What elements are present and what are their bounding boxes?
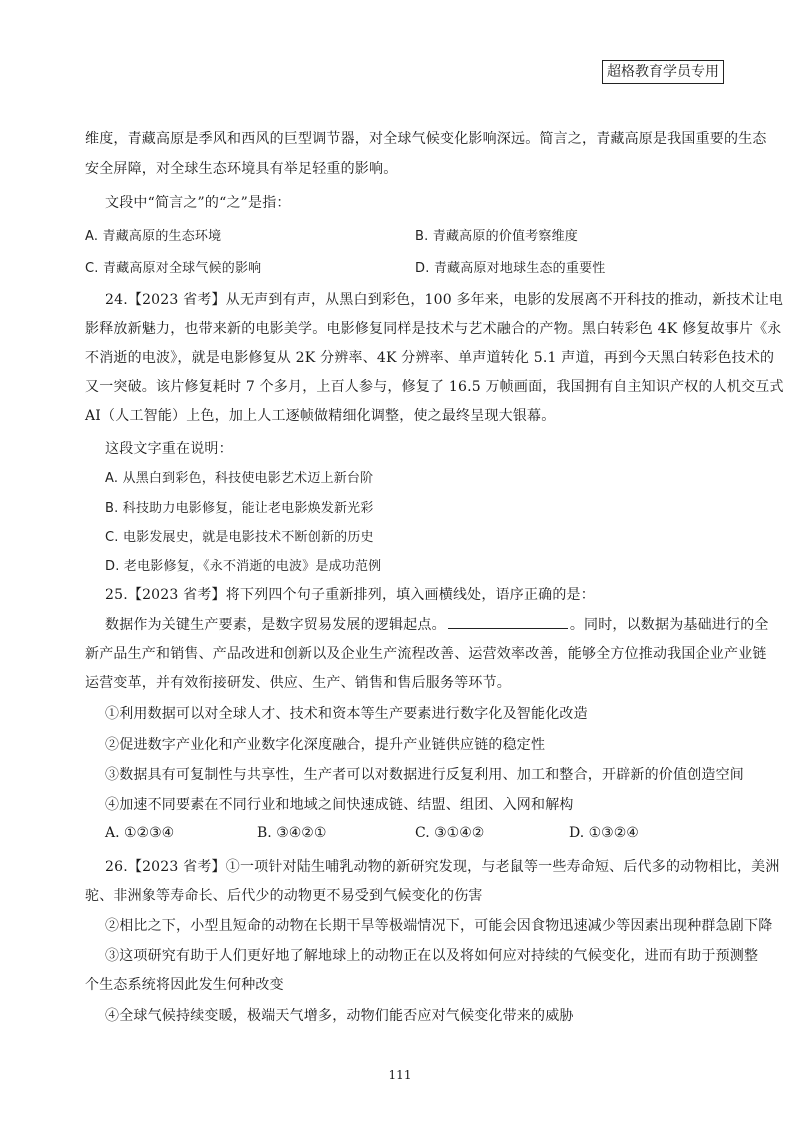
q25-line-3: 运营变革，并有效衔接研发、供应、生产、销售和售后服务等环节。 [85, 675, 511, 691]
q25-line-1-before: 数据作为关键生产要素，是数字贸易发展的逻辑起点。 [105, 617, 446, 633]
q24-prompt: 这段文字重在说明： [105, 441, 233, 457]
q23-option-b: B. 青藏高原的价值考察维度 [415, 229, 578, 244]
q25-line-1-after: 。同时，以数据为基础进行的全 [569, 617, 769, 633]
q26-line-2: 驼、非洲象等寿命长、后代少的动物更不易受到气候变化的伤害 [85, 888, 483, 904]
q23-option-c: C. 青藏高原对全球气候的影响 [85, 261, 262, 276]
q26-line-4: ③这项研究有助于人们更好地了解地球上的动物正在以及将如何应对持续的气候变化，进而有助于预测整 [105, 948, 759, 964]
q25-line-2: 新产品生产和销售、产品改进和创新以及企业生产流程改善、运营效率改善，能够全方位推动我国企业产业链 [85, 646, 767, 662]
q25-line-1 [105, 614, 769, 634]
q23-prompt: 文段中“简言之”的“之”是指： [105, 195, 291, 211]
fill-blank [448, 616, 568, 629]
q23-option-a: A. 青藏高原的生态环境 [85, 229, 222, 244]
q24-option-a: A. 从黑白到彩色，科技使电影艺术迈上新台阶 [105, 471, 374, 486]
q24-option-d: D. 老电影修复，《永不消逝的电波》是成功范例 [105, 559, 382, 574]
q24-line-4: 又一突破。该片修复耗时 7 个多月，上百人参与，修复了 16.5 万帧画面，我国拥有自主知识产权的人机交互式 [85, 379, 784, 395]
q26-line-1: 26.【2023 省考】①一项针对陆生哺乳动物的新研究发现，与老鼠等一些寿命短、后代多的动物相比，美洲 [105, 859, 780, 875]
q25-sentence-1: ①利用数据可以对全球人才、技术和资本等生产要素进行数字化及智能化改造 [105, 706, 588, 722]
q26-line-3: ②相比之下，小型且短命的动物在长期干旱等极端情况下，可能会因食物迅速减少等因素出现种群急剧下降 [105, 918, 773, 934]
intro-line-1: 维度，青藏高原是季风和西风的巨型调节器，对全球气候变化影响深远。简言之，青藏高原是我国重要的生态 [85, 131, 767, 147]
q26-line-5: 个生态系统将因此发生何种改变 [85, 977, 284, 993]
q25-option-c: C. ③①④② [415, 825, 485, 841]
q24-line-2: 影释放新魅力，也带来新的电影美学。电影修复同样是技术与艺术融合的产物。黑白转彩色 4K 修复故事片《永 [85, 321, 782, 337]
q25-option-d: D. ①③②④ [569, 825, 639, 841]
q24-line-5: AI（人工智能）上色，加上人工逐帧做精细化调整，使之最终呈现大银幕。 [85, 408, 556, 424]
q26-line-6: ④全球气候持续变暖，极端天气增多，动物们能否应对气候变化带来的威胁 [105, 1008, 574, 1024]
q25-sentence-2: ②促进数字产业化和产业数字化深度融合，提升产业链供应链的稳定性 [105, 737, 546, 753]
q24-option-c: C. 电影发展史，就是电影技术不断创新的历史 [105, 530, 374, 545]
q23-option-d: D. 青藏高原对地球生态的重要性 [415, 261, 606, 276]
q24-line-1: 24.【2023 省考】从无声到有声，从黑白到彩色，100 多年来，电影的发展离不开科技的推动，新技术让电 [105, 292, 784, 308]
page-number: 111 [388, 1068, 412, 1082]
intro-line-2: 安全屏障，对全球生态环境具有举足轻重的影响。 [85, 161, 398, 177]
q25-option-b: B. ③④②① [257, 825, 327, 841]
q24-line-3: 不消逝的电波》，就是电影修复从 2K 分辨率、4K 分辨率、单声道转化 5.1 声道，再到今天黑白转彩色技术的 [85, 350, 775, 366]
q25-sentence-4: ④加速不同要素在不同行业和地域之间快速成链、结盟、组团、入网和解构 [105, 797, 574, 813]
q25-option-a: A. ①②③④ [105, 825, 175, 841]
q25-sentence-3: ③数据具有可复制性与共享性，生产者可以对数据进行反复利用、加工和整合，开辟新的价值创造空间 [105, 767, 744, 783]
stamp-label: 超格教育学员专用 [602, 60, 724, 84]
q24-option-b: B. 科技助力电影修复，能让老电影焕发新光彩 [105, 501, 374, 516]
q25-title: 25.【2023 省考】将下列四个句子重新排列，填入画横线处，语序正确的是： [105, 587, 595, 603]
